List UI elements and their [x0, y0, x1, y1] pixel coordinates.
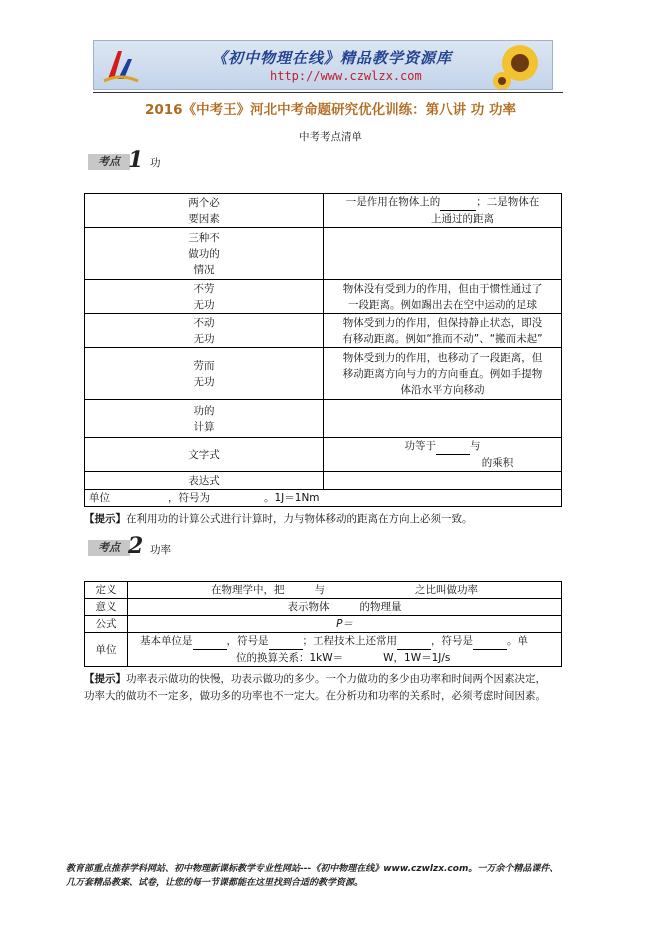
cell-text: 物体受到力的作用，也移动了一段距离，但 — [342, 351, 543, 364]
cell-text: 计算 — [193, 420, 215, 433]
cell-text: 有移动距离。例如“推而不动”、“搬而未起” — [342, 332, 543, 345]
cell-text: 物体受到力的作用，但保持静止状态，即没 — [342, 316, 543, 329]
cell-text: 不劳 — [193, 282, 215, 295]
tip-text: 功率表示做功的快慢，功表示做功的多少。一个力做功的多少由功率和时间两个因素决定， — [126, 673, 546, 685]
header-banner — [93, 40, 553, 90]
formula-text: P＝ — [128, 616, 562, 633]
page-subtitle: 中考考点清单 — [299, 131, 362, 143]
kp2-badge-number: 2 — [128, 533, 144, 559]
row-header: 意义 — [85, 599, 128, 616]
cell-text: 的物理量 — [359, 601, 402, 613]
cell-text: 无功 — [193, 375, 215, 388]
kp2-badge-text: 考点 — [88, 540, 130, 556]
cell-text: 基本单位是 — [140, 635, 193, 647]
cell-text: 两个必 — [188, 196, 220, 209]
cell-text: 劳而 — [193, 359, 215, 372]
cell-text: 无功 — [193, 332, 215, 345]
header-divider — [93, 92, 563, 93]
cell-text: ，符号是 — [226, 635, 269, 647]
cell-text: ，符号是 — [431, 635, 473, 647]
cell-text: ；工程技术上还常用 — [302, 635, 397, 647]
cell-text: 。1J＝1Nm — [264, 492, 320, 504]
table-row — [85, 599, 562, 616]
blank-field[interactable] — [436, 438, 470, 455]
cell-text: 三种不 — [188, 231, 220, 244]
power-table — [84, 581, 562, 667]
page-title: 2016《中考王》河北中考命题研究优化训练：第八讲 功 功率 — [145, 102, 516, 118]
cell-text: 要因素 — [188, 212, 220, 225]
row-header: 单位 — [85, 633, 128, 667]
cell-text: 物体没有受到力的作用，但由于惯性通过了 — [342, 282, 543, 295]
cell-text: 位的换算关系：1kW＝ — [236, 652, 344, 664]
footer-line: 教育部重点推荐学科网站、初中物理新课标教学专业性网站---《初中物理在线》www.czwlzx.com。一万余个精品课件、 — [66, 864, 559, 874]
cell-text: 一段距离。例如踢出去在空中运动的足球 — [348, 298, 537, 311]
cell-text: 无功 — [193, 298, 215, 311]
blank-field[interactable] — [193, 633, 227, 650]
cell-text: ，符号为 — [168, 492, 210, 504]
cell-text: 不动 — [193, 316, 215, 329]
kp1-badge — [88, 147, 148, 173]
cell-text: 情况 — [193, 263, 215, 276]
kp2-badge — [88, 533, 148, 559]
cell-text: ；二是物体在 — [476, 196, 540, 208]
blank-field[interactable] — [397, 633, 431, 650]
cell-text: 功的 — [193, 404, 215, 417]
table-row — [85, 280, 562, 314]
row-header: 公式 — [85, 616, 128, 633]
cell-text: 上通过的距离 — [431, 213, 494, 225]
blank-field[interactable] — [473, 633, 507, 650]
cell-text: 在物理学中，把 — [211, 584, 285, 596]
table-row — [85, 490, 562, 507]
sunflower-icon — [490, 41, 550, 89]
tip1 — [84, 511, 473, 528]
kp1-badge-text: 考点 — [88, 154, 130, 170]
cell-text: 与 — [314, 584, 325, 596]
table-row — [85, 228, 562, 280]
table-row — [85, 194, 562, 228]
footer-line: 几万套精品教案、试卷，让您的每一节课都能在这里找到合适的教学资源。 — [66, 878, 364, 888]
table-row — [85, 348, 562, 400]
kp1-badge-number: 1 — [128, 147, 144, 173]
cell-text: 单位 — [89, 492, 110, 504]
cell-text: 文字式 — [85, 438, 324, 472]
empty-cell — [324, 228, 562, 280]
empty-cell — [324, 472, 562, 490]
tip2 — [84, 671, 604, 705]
table-row — [85, 616, 562, 633]
cell-text: 移动距离方向与力的方向垂直。例如手提物 — [342, 367, 543, 380]
empty-cell — [324, 400, 562, 438]
kp1-label: 功 — [150, 157, 161, 169]
cell-text: 做功的 — [188, 247, 220, 260]
table-row — [85, 472, 562, 490]
blank-field[interactable] — [269, 633, 303, 650]
banner-title: 《初中物理在线》精品教学资源库 — [212, 49, 453, 67]
row-header: 定义 — [85, 582, 128, 599]
table-row — [85, 400, 562, 438]
cell-text: 一是作用在物体上的 — [345, 196, 441, 208]
tip-text: 在利用功的计算公式进行计算时，力与物体移动的距离在方向上必须一致。 — [126, 513, 473, 525]
cell-text: 之比叫做功率 — [415, 584, 478, 596]
cell-text: W，1W＝1J/s — [383, 652, 451, 664]
tip-label: 【提示】 — [84, 513, 126, 525]
cell-text: 的乘积 — [481, 457, 514, 469]
cell-text: 表达式 — [85, 472, 324, 490]
table-row — [85, 438, 562, 472]
table-row — [85, 582, 562, 599]
tip-label: 【提示】 — [84, 673, 126, 685]
cell-text: 。单 — [507, 635, 528, 647]
table-row — [85, 314, 562, 348]
cell-text: 体沿水平方向移动 — [400, 383, 485, 396]
cell-text: 功等于 — [404, 440, 436, 452]
cell-text: 与 — [470, 440, 481, 452]
blank-field[interactable] — [440, 194, 476, 211]
table-row — [85, 633, 562, 667]
site-logo-icon — [100, 45, 140, 85]
kp2-label: 功率 — [150, 544, 171, 556]
cell-text: 表示物体 — [287, 601, 330, 613]
tip-text: 功率大的做功不一定多，做功多的功率也不一定大。在分析功和功率的关系时，必须考虑时间因素。 — [84, 690, 546, 702]
banner-url[interactable]: http://www.czwlzx.com — [270, 69, 422, 83]
work-table — [84, 193, 562, 507]
footer — [66, 862, 606, 890]
